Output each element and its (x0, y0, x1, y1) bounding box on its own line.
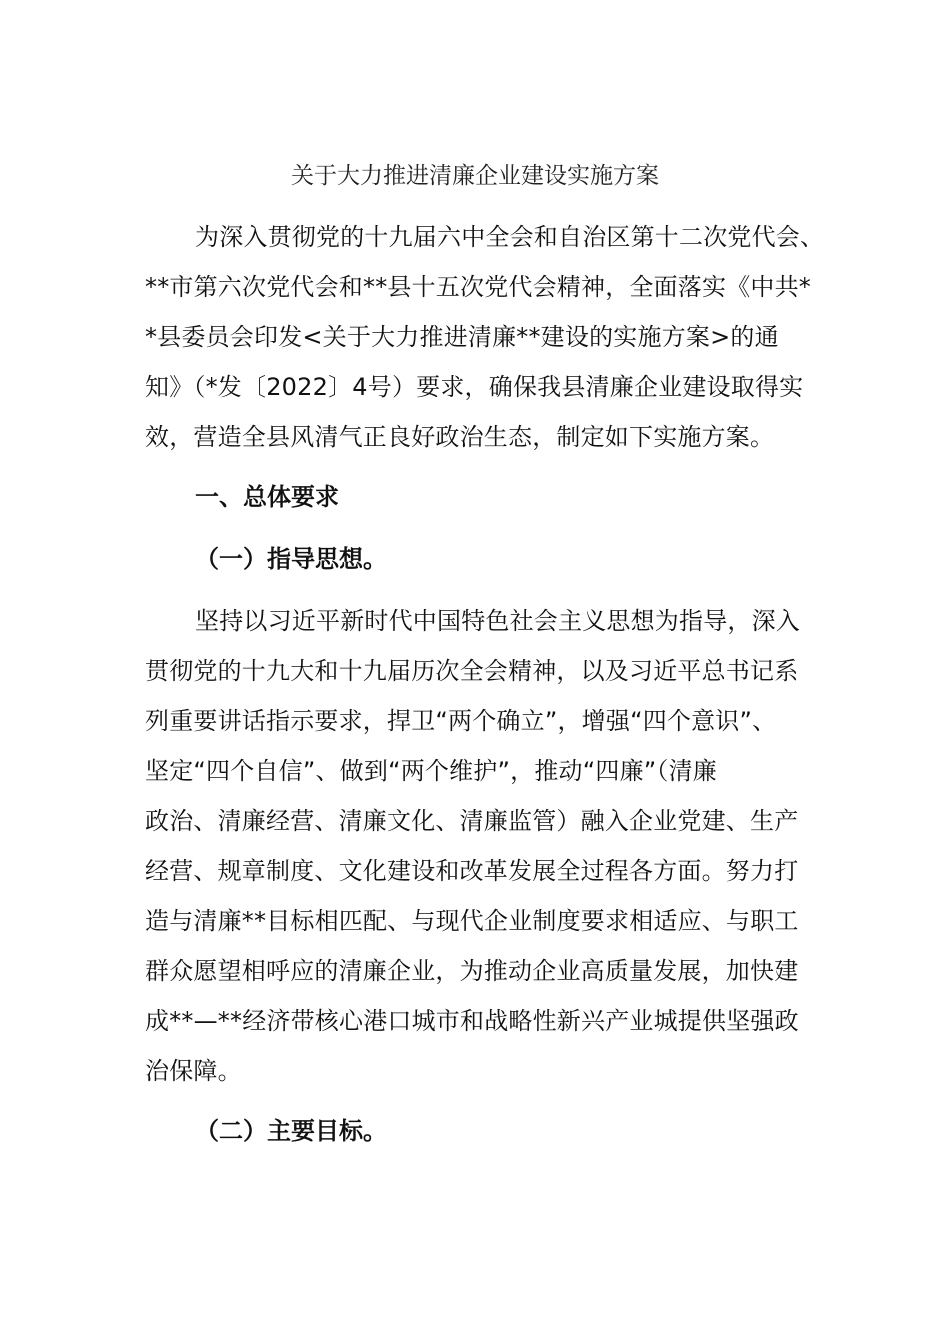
section-heading-general-requirements: 一、总体要求 (195, 483, 339, 511)
guiding-paragraph-line: 列重要讲话指示要求，捍卫“两个确立”，增强“四个意识”、 (145, 707, 777, 735)
guiding-paragraph-line: 政治、清廉经营、清廉文化、清廉监管）融入企业党建、生产 (145, 807, 799, 835)
guiding-paragraph-line: 经营、规章制度、文化建设和改革发展全过程各方面。努力打 (145, 857, 799, 885)
guiding-paragraph-line: 贯彻党的十九大和十九届历次全会精神，以及习近平总书记系 (145, 657, 799, 685)
guiding-paragraph-line: 坚定“四个自信”、做到“两个维护”，推动“四廉”（清廉 (145, 757, 717, 785)
subsection-heading-guiding-thought: （一）指导思想。 (195, 545, 387, 573)
intro-paragraph-line: 知》（*发〔2022〕4号）要求，确保我县清廉企业建设取得实 (145, 373, 804, 401)
guiding-paragraph-line: 成**—**经济带核心港口城市和战略性新兴产业城提供坚强政 (145, 1007, 799, 1035)
document-title: 关于大力推进清廉企业建设实施方案 (291, 163, 659, 189)
subsection-heading-main-goals: （二）主要目标。 (195, 1117, 387, 1145)
intro-paragraph-line: **市第六次党代会和**县十五次党代会精神，全面落实《中共* (145, 273, 811, 301)
guiding-paragraph-line: 治保障。 (145, 1057, 242, 1085)
intro-paragraph-line: 效，营造全县风清气正良好政治生态，制定如下实施方案。 (145, 423, 775, 451)
guiding-paragraph-line: 坚持以习近平新时代中国特色社会主义思想为指导，深入 (195, 607, 800, 635)
intro-paragraph-line: *县委员会印发<关于大力推进清廉**建设的实施方案>的通 (145, 323, 779, 351)
intro-paragraph-line: 为深入贯彻党的十九届六中全会和自治区第十二次党代会、 (195, 223, 825, 251)
guiding-paragraph-line: 群众愿望相呼应的清廉企业，为推动企业高质量发展，加快建 (145, 957, 799, 985)
guiding-paragraph-line: 造与清廉**目标相匹配、与现代企业制度要求相适应、与职工 (145, 907, 799, 935)
